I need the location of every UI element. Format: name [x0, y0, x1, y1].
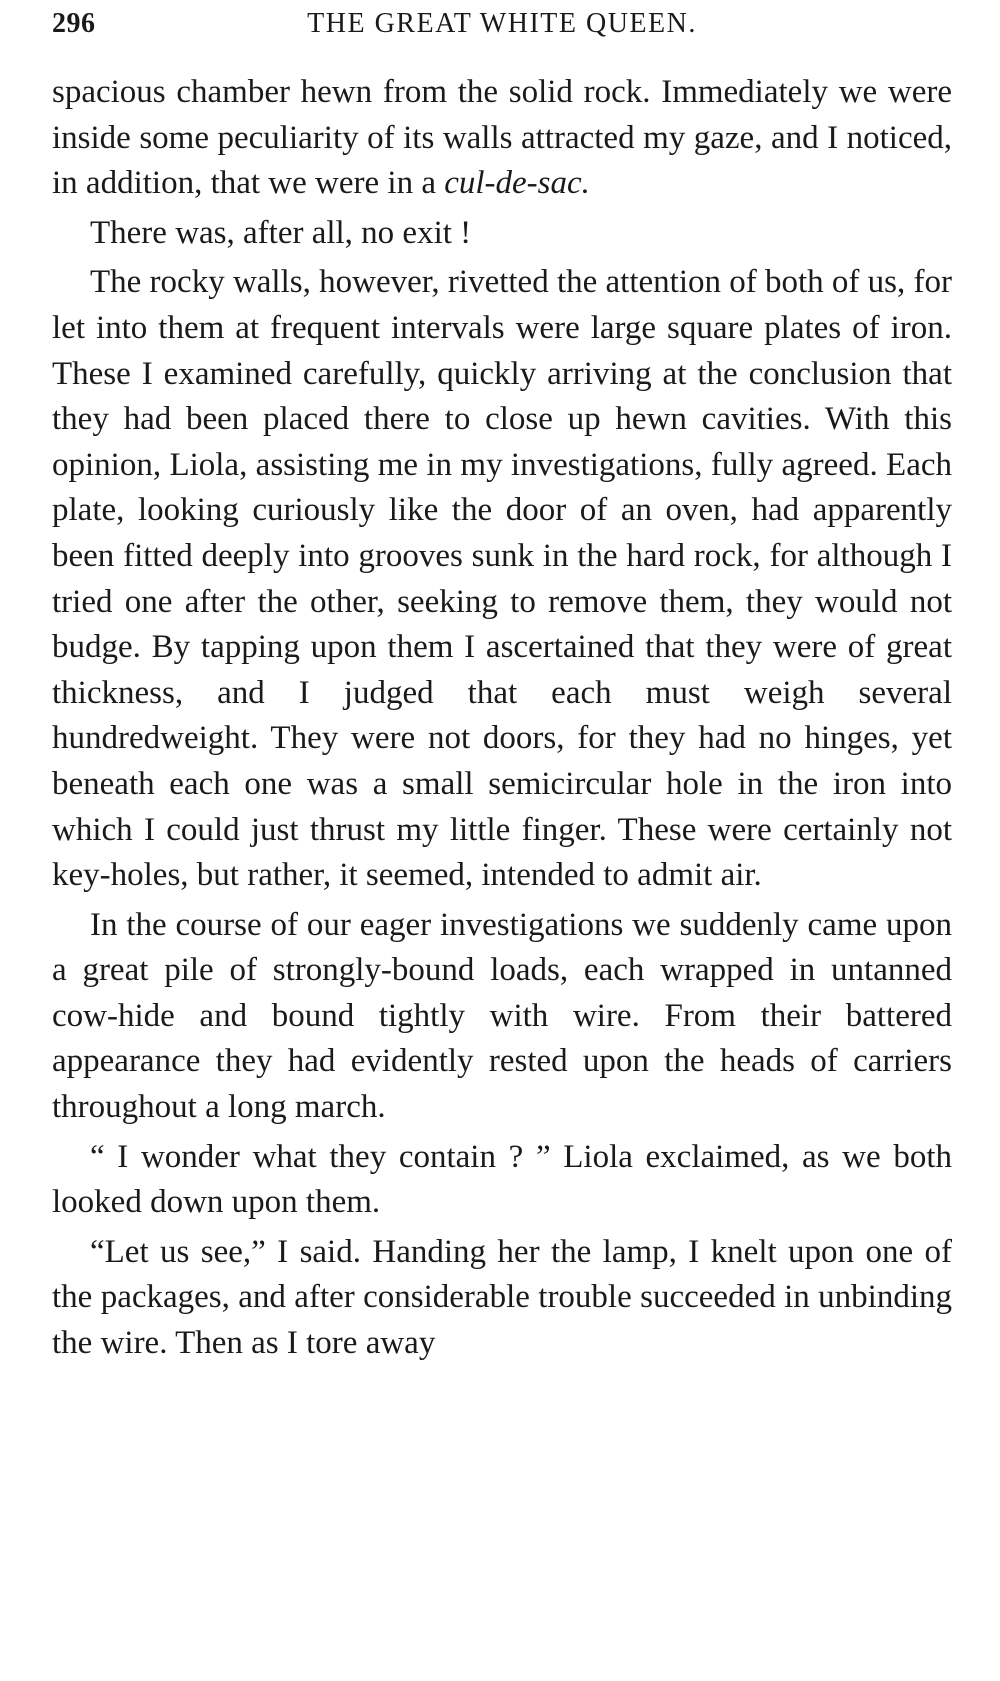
paragraph-5: “ I wonder what they contain ? ” Liola exclaimed, as we both looked down upon them. [52, 1138, 952, 1221]
paragraph-6: “Let us see,” I said. Handing her the lamp, I knelt upon one of the packages, and after considerable trouble succeeded in unbinding the wire. Then as I tore away [52, 1233, 952, 1362]
page-number: 296 [52, 8, 96, 39]
book-page [52, 0, 952, 1371]
running-title: THE GREAT WHITE QUEEN. [307, 8, 697, 39]
body-text [52, 70, 952, 1367]
running-header [52, 0, 952, 70]
italic-phrase: cul-de-sac. [444, 165, 590, 202]
paragraph-4: In the course of our eager investigations we suddenly came upon a great pile of strongly-bound loads, each wrapped in untanned cow-hide and bound tightly with wire. From their battered appearance they had evidently rested upon the heads of carriers throughout a long march. [52, 906, 952, 1126]
paragraph-2: There was, after all, no exit ! [90, 214, 472, 251]
paragraph-3: The rocky walls, however, rivetted the attention of both of us, for let into them at frequent intervals were large square plates of iron. These I examined carefully, quickly arriving at the conclusion that they had been placed there to close up hewn cavities. With this opinion, Liola, assisting me in my investigations, fully agreed. Each plate, looking curiously like the door of an oven, had apparently been fitted deeply into grooves sunk in the hard rock, for although I tried one after the other, seeking to remove them, they would not budge. By tapping upon them I ascertained that they were of great thickness, and I judged that each must weigh several hundredweight. They were not doors, for they had no hinges, yet beneath each one was a small semicircular hole in the iron into which I could just thrust my little finger. These were certainly not key-holes, but rather, it seemed, intended to admit air. [52, 264, 952, 894]
paragraph-text: spacious chamber hewn from the solid rock. Immediately we were inside some peculiarity of its walls attracted my gaze, and I noticed, in addition, that we were in a [52, 74, 952, 202]
paragraph-1 [52, 70, 952, 207]
